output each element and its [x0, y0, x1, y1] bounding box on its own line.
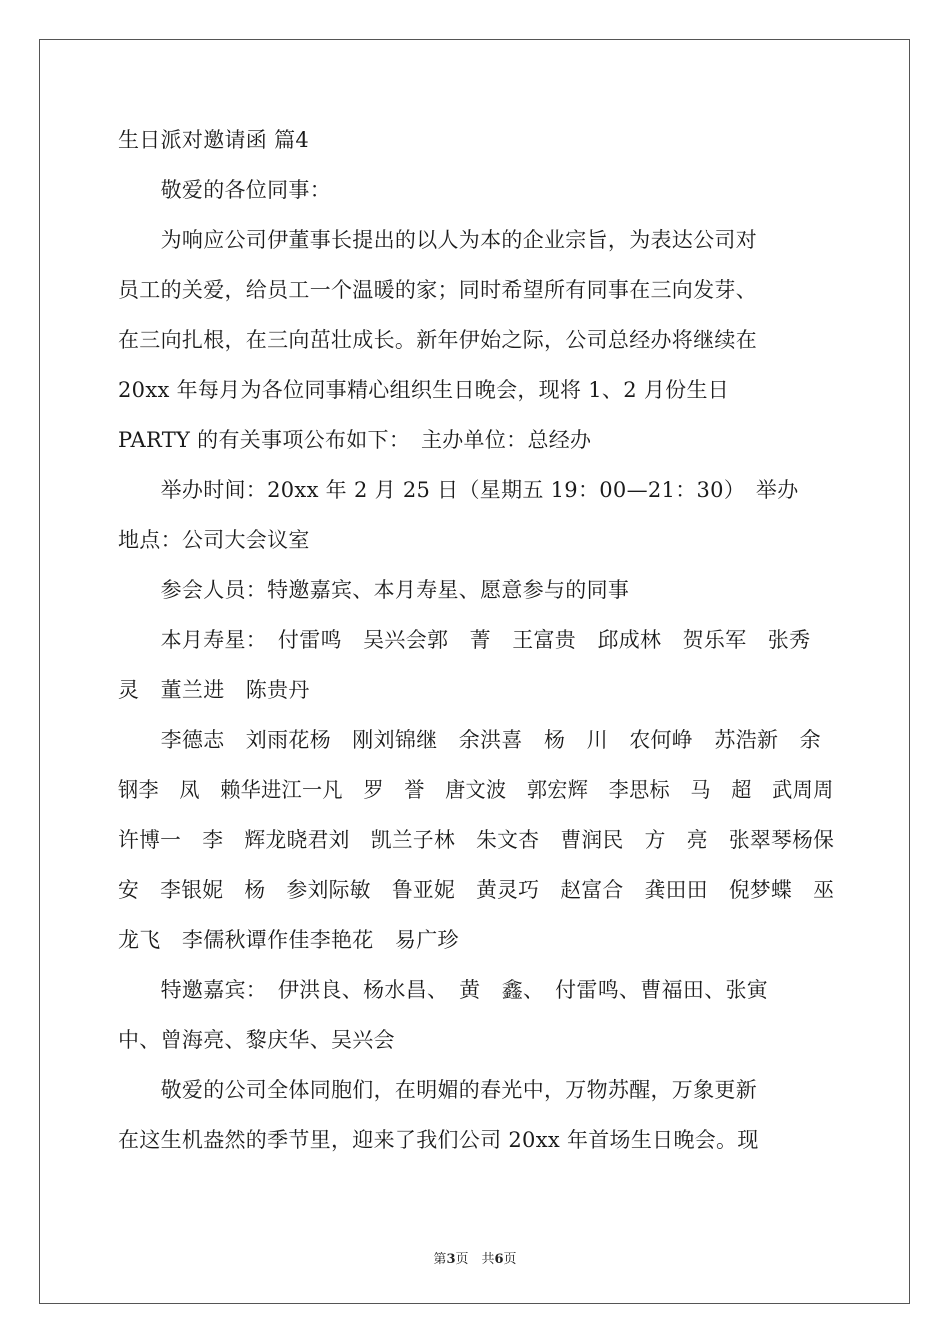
text-line: 敬爱的公司全体同胞们，在明媚的春光中，万物苏醒，万象更新 — [118, 1078, 757, 1102]
text-line: 龙飞 李儒秋谭作佳李艳花 易广珍 — [118, 928, 459, 952]
page-suffix: 页 — [503, 1252, 517, 1267]
text-line: 员工的关爱，给员工一个温暖的家；同时希望所有同事在三向发芽、 — [118, 278, 757, 302]
text-line: 在三向扎根，在三向茁壮成长。新年伊始之际，公司总经办将继续在 — [118, 328, 757, 352]
page-prefix: 第 — [433, 1252, 447, 1267]
text-line: 为响应公司伊董事长提出的以人为本的企业宗旨，为表达公司对 — [118, 228, 757, 252]
page-footer — [0, 1248, 950, 1267]
text-line: 安 李银妮 杨 参刘际敏 鲁亚妮 黄灵巧 赵富合 龚田田 倪梦蝶 巫 — [118, 878, 835, 902]
text-line: 许博一 李 辉龙晓君刘 凯兰子林 朱文杏 曹润民 方 亮 张翠琴杨保 — [118, 828, 835, 852]
page-current: 3 — [446, 1252, 456, 1267]
text-line: 灵 董兰进 陈贵丹 — [118, 678, 310, 702]
text-line: 本月寿星： 付雷鸣 吴兴会郭 菁 王富贵 邱成林 贺乐军 张秀 — [118, 628, 811, 652]
text-line: 地点：公司大会议室 — [118, 528, 310, 552]
text-line: 李德志 刘雨花杨 刚刘锦继 余洪喜 杨 川 农何峥 苏浩新 余 — [118, 728, 821, 752]
salutation: 敬爱的各位同事： — [118, 178, 331, 202]
page-total: 6 — [494, 1252, 504, 1267]
document-title: 生日派对邀请函 篇4 — [118, 128, 310, 152]
page-mid: 页 共 — [455, 1252, 495, 1267]
text-line: 在这生机盎然的季节里，迎来了我们公司 20xx 年首场生日晚会。现 — [118, 1128, 759, 1152]
text-line: 参会人员：特邀嘉宾、本月寿星、愿意参与的同事 — [118, 578, 630, 602]
text-line: 特邀嘉宾： 伊洪良、杨水昌、 黄 鑫、 付雷鸣、曹福田、张寅 — [118, 978, 769, 1002]
text-line: PARTY 的有关事项公布如下： 主办单位：总经办 — [118, 428, 592, 452]
text-line: 20xx 年每月为各位同事精心组织生日晚会，现将 1、2 月份生日 — [118, 378, 730, 402]
text-line: 中、曾海亮、黎庆华、吴兴会 — [118, 1028, 395, 1052]
text-line: 举办时间：20xx 年 2 月 25 日（星期五 19：00—21：30） 举办 — [118, 478, 799, 502]
text-line: 钢李 凤 赖华进江一凡 罗 誉 唐文波 郭宏辉 李思标 马 超 武周周 — [118, 778, 834, 802]
